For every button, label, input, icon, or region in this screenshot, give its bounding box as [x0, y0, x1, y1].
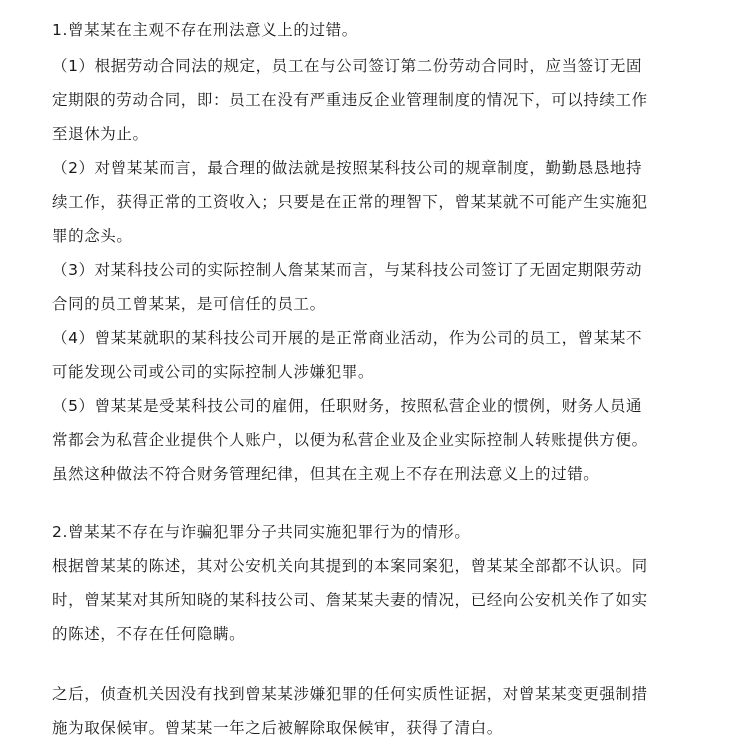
text-line: 时，曾某某对其所知晓的某科技公司、詹某某夫妻的情况，已经向公安机关作了如实	[52, 591, 648, 609]
text-line: （1）根据劳动合同法的规定，员工在与公司签订第二份劳动合同时，应当签订无固	[52, 57, 643, 75]
text-line: 之后，侦查机关因没有找到曾某某涉嫌犯罪的任何实质性证据，对曾某某变更强制措	[52, 685, 648, 703]
text-line: 罪的念头。	[52, 227, 133, 245]
text-line: （5）曾某某是受某科技公司的雇佣，任职财务，按照私营企业的惯例，财务人员通	[52, 397, 643, 415]
text-line: （4）曾某某就职的某科技公司开展的是正常商业活动，作为公司的员工，曾某某不	[52, 329, 643, 347]
text-line: （3）对某科技公司的实际控制人詹某某而言，与某科技公司签订了无固定期限劳动	[52, 261, 643, 279]
heading-1: 1.曾某某在主观不存在刑法意义上的过错。	[52, 21, 358, 39]
text-line: 续工作，获得正常的工资收入；只要是在正常的理智下，曾某某就不可能产生实施犯	[52, 193, 648, 211]
text-line: 施为取保候审。曾某某一年之后被解除取保候审，获得了清白。	[52, 719, 503, 737]
heading-2: 2.曾某某不存在与诈骗犯罪分子共同实施犯罪行为的情形。	[52, 523, 471, 541]
text-line: 虽然这种做法不符合财务管理纪律，但其在主观上不存在刑法意义上的过错。	[52, 465, 600, 483]
text-line: 定期限的劳动合同，即：员工在没有严重违反企业管理制度的情况下，可以持续工作	[52, 91, 648, 109]
text-line: 根据曾某某的陈述，其对公安机关向其提到的本案同案犯，曾某某全部都不认识。同	[52, 557, 648, 575]
text-line: 合同的员工曾某某，是可信任的员工。	[52, 295, 326, 313]
text-line: 的陈述，不存在任何隐瞒。	[52, 625, 246, 643]
text-line: 至退休为止。	[52, 125, 149, 143]
text-line: （2）对曾某某而言，最合理的做法就是按照某科技公司的规章制度，勤勤恳恳地持	[52, 159, 643, 177]
text-line: 可能发现公司或公司的实际控制人涉嫌犯罪。	[52, 363, 375, 381]
text-line: 常都会为私营企业提供个人账户，以便为私营企业及企业实际控制人转账提供方便。	[52, 431, 648, 449]
